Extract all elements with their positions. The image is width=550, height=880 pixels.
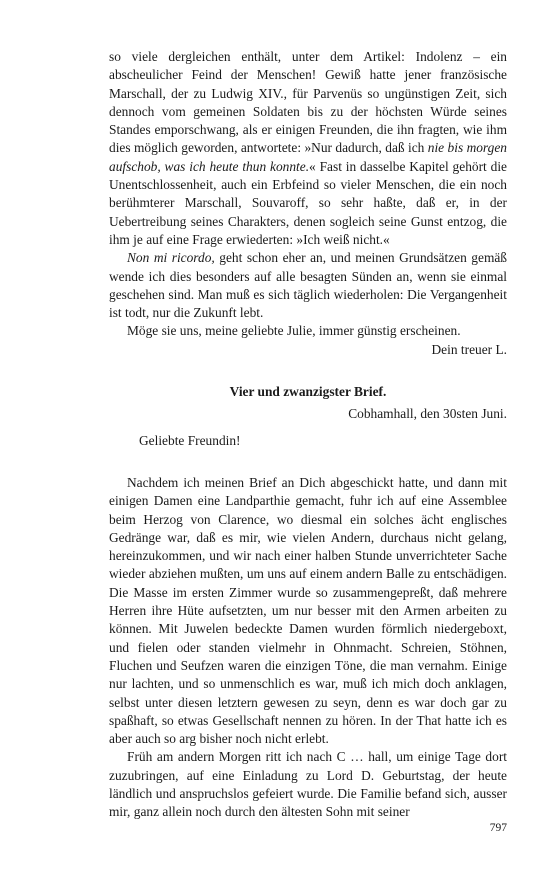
- letter-heading: Vier und zwanzigster Brief.: [229, 384, 387, 400]
- paragraph-geburtstag: Früh am andern Morgen ritt ich nach C … hall, um einige Tage dort zuzubringen, auf eine Einladung zu Lord D. Geburtstag, der heute ländlich und anspruchslos gefeiert wurde. Die Familie befand sich, ausser mir, ganz allein noch durch den ältesten Sohn mit seiner: [109, 749, 507, 820]
- paragraph-non-mi-ricordo: [109, 249, 507, 322]
- signature: Dein treuer L.: [431, 341, 507, 357]
- paragraph-closing-wish: Möge sie uns, meine geliebte Julie, immer günstig erscheinen.: [127, 323, 461, 339]
- text-run: so viele dergleichen enthält, unter dem Artikel: Indolenz – ein abscheulicher Feind der Menschen! Gewiß hatte jener französische Marschall, der zu Ludwig XIV., für Parvenüs so ungünstigen Zeit, sich dennoch vom gemeinen Soldaten bis zu der höchsten Würde seines Standes emporschwang, als er einigen Freunden, die ihn fragten, wie ihm dies möglich geworden, antwortete: »Nur dadurch, daß ich: [109, 49, 507, 156]
- italic-quote: nie bis morgen aufschob, was ich heute thun konnte.: [109, 140, 507, 174]
- spacer: [109, 450, 507, 474]
- dateline: Cobhamhall, den 30sten Juni.: [348, 406, 507, 422]
- text-run: geht schon eher an, und meinen Grundsätzen gemäß wende ich dies besonders auf alle besagten Sünden an, wenn sie einmal geschehen sind. Man muß es sich täglich wiederholen: Die Vergangenheit ist todt, nur die Zukunft lebt.: [109, 250, 507, 321]
- salutation: Geliebte Freundin!: [139, 432, 241, 448]
- page-body: [109, 48, 507, 822]
- paragraph-indolenz: [109, 48, 507, 249]
- text-run: « Fast in dasselbe Kapitel gehört die Unentschlossenheit, auch ein Erbfeind so vieler Menschen, die ein noch berühmterer Marschall, Souvaroff, so sehr haßte, daß er, in der Uebertreibung seines Charakters, denen sogleich seine Gunst entzog, die ihm je auf eine Frage erwiederten: »Ich weiß nicht.«: [109, 158, 507, 247]
- spacer: [109, 359, 507, 383]
- paragraph-assemblee: Nachdem ich meinen Brief an Dich abgeschickt hatte, und dann mit einigen Damen eine Landparthie gemacht, fuhr ich auf eine Assemblee beim Herzog von Clarence, wo diesmal ein solches ächt englisches Gedränge war, daß es mir, wie vielen Andern, durchaus nicht gelang, hereinzukommen, und wir nach einer halben Stunde unverrichteter Sache wieder abziehen mußten, um uns auf einem andern Balle zu entschädigen. Die Masse im ersten Zimmer wurde so zusammengepreßt, daß mehrere Herren ihre Hüte aufsetzten, um nur besser mit den Armen arbeiten zu können. Mit Juwelen bedeckte Damen wurden förmlich niedergeboxt, und fielen oder standen vielmehr in Ohnmacht. Schreien, Stöhnen, Fluchen und Seufzen waren die einzigen Töne, die man vernahm. Einige nur lachten, und so unmenschlich es war, muß ich mich doch anklagen, selbst unter diesen letztern gewesen zu seyn, denn es war doch gar zu spaßhaft, so etwas Gesellschaft nennen zu hören. In der That hatte ich es aber auch so arg bisher noch nicht erlebt.: [109, 474, 507, 747]
- spacer: [109, 424, 507, 432]
- italic-phrase: Non mi ricordo,: [127, 250, 215, 266]
- page-number: 797: [489, 822, 507, 834]
